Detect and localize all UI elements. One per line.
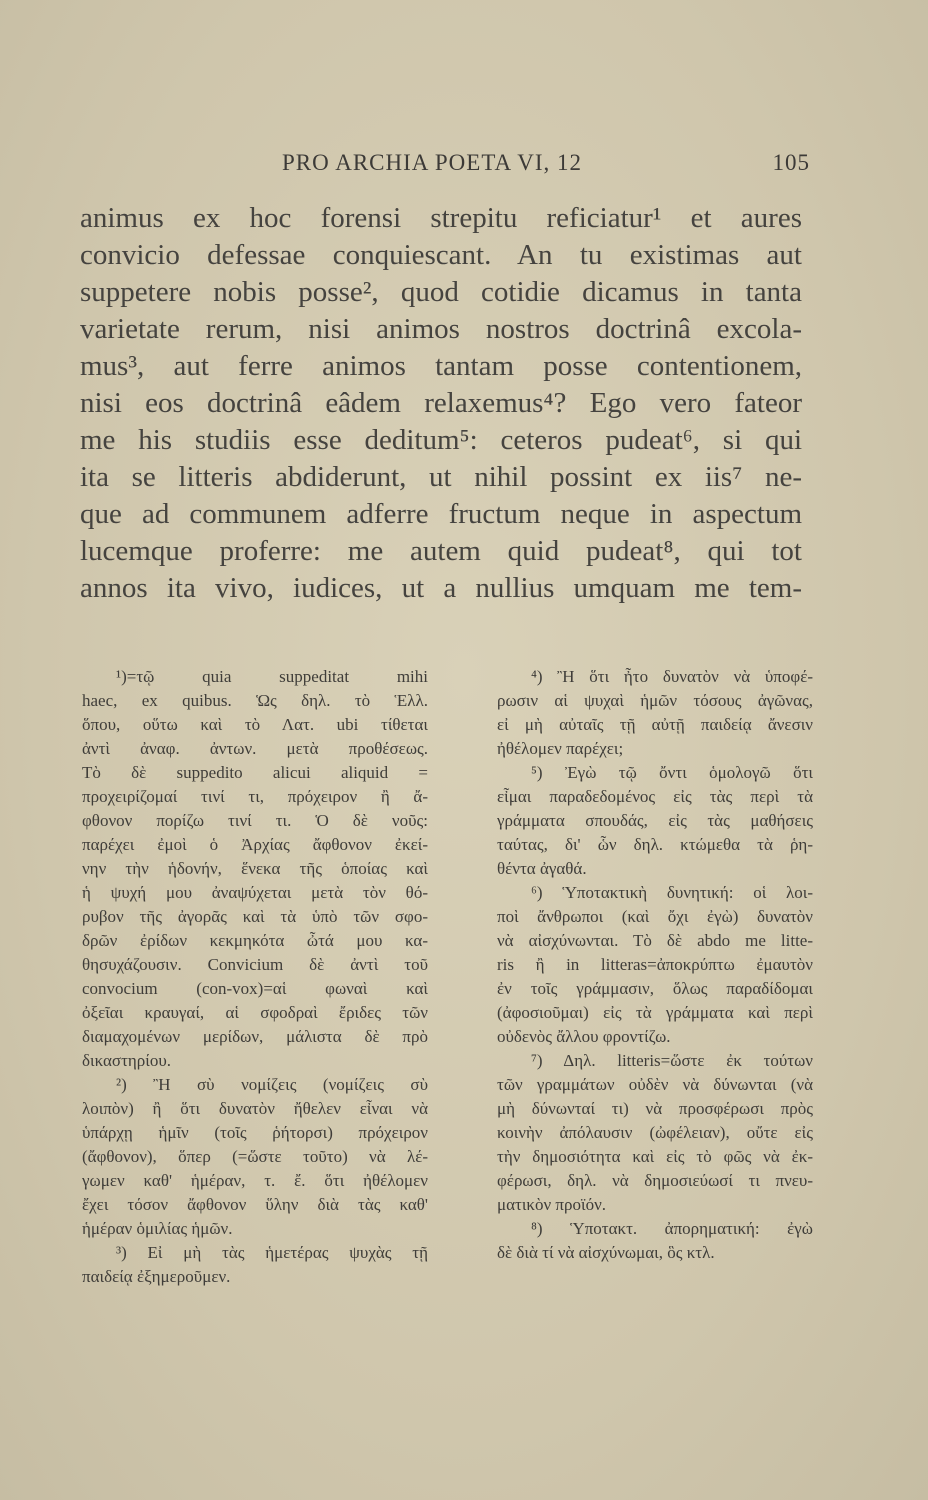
note-line: ποὶ ἄνθρωποι (καὶ ὄχι ἐγὼ) δυνατὸν <box>497 907 813 926</box>
text-line: lucemque proferre: me autem quid pudeat⁸, qui tot <box>80 535 802 567</box>
note-line: ματικὸν προϊόν. <box>497 1195 607 1214</box>
text-line: animus ex hoc forensi strepitu reficiatur¹ et aures <box>80 202 802 234</box>
note-line: ²) Ἢ σὺ νομίζεις (νομίζεις σὺ <box>116 1075 428 1094</box>
note-line: ἔχει τόσον ἄφθονον ὕλην διὰ τὰς καθ' <box>82 1195 428 1214</box>
note-line: ἡ ψυχή μου ἀναψύχεται μετὰ τὸν θό- <box>82 883 428 902</box>
note-line: εἰ μὴ αὐταῖς τῇ αὐτῇ παιδείᾳ ἄνεσιν <box>497 715 813 734</box>
note-line: οὐδενὸς ἄλλου φροντίζω. <box>497 1027 671 1046</box>
text-line: annos ita vivo, iudices, ut a nullius umquam me tem- <box>80 572 802 604</box>
note-line: (ἄφθονον), ὅπερ (=ὥστε τοῦτο) νὰ λέ- <box>82 1147 428 1166</box>
note-line: τὴν δημοσιότητα καὶ εἰς τὸ φῶς νὰ ἐκ- <box>497 1147 813 1166</box>
note-line: (ἀφοσιοῦμαι) εἰς τὰ γράμματα καὶ περὶ <box>497 1003 813 1022</box>
note-line: γράμματα σπουδάς, εἰς τὰς μαθήσεις <box>497 811 813 830</box>
text-line: varietate rerum, nisi animos nostros doctrinâ excola- <box>80 313 802 345</box>
note-line: φθονον πορίζω τινί τι. Ὁ δὲ νοῦς: <box>82 811 428 830</box>
note-line: προχειρίζομαί τινί τι, πρόχειρον ἢ ἄ- <box>82 787 428 806</box>
note-line: τῶν γραμμάτων οὐδὲν νὰ δύνωνται (νὰ <box>497 1075 813 1094</box>
note-line: convocium (con-vox)=αἱ φωναὶ καὶ <box>82 979 428 998</box>
note-line: ⁸) Ὑποτακτ. ἀπορηματική: ἐγὼ <box>531 1219 813 1238</box>
note-line: ris ἢ in litteras=ἀποκρύπτω ἐμαυτὸν <box>497 955 813 974</box>
note-line: διαμαχομένων μερίδων, μάλιστα δὲ πρὸ <box>82 1027 428 1046</box>
note-line: ὀξεῖαι κραυγαί, αἱ σφοδραὶ ἔριδες τῶν <box>82 1003 428 1022</box>
footnotes-right-column <box>497 665 813 1265</box>
note-line: ρωσιν αἱ ψυχαὶ ἡμῶν τόσους ἀγῶνας, <box>497 691 813 710</box>
note-line: ταύτας, δι' ὧν δηλ. κτώμεθα τὰ ῥη- <box>497 835 813 854</box>
footnotes-left-column <box>82 665 428 1289</box>
text-line: ita se litteris abdiderunt, ut nihil possint ex iis⁷ ne- <box>80 461 802 493</box>
note-line: ὑπάρχῃ ἡμῖν (τοῖς ῥήτορσι) πρόχειρον <box>82 1123 428 1142</box>
text-line: suppetere nobis posse², quod cotidie dicamus in tanta <box>80 276 802 308</box>
note-line: ρυβον τῆς ἀγορᾶς καὶ τὰ ὑπὸ τῶν σφο- <box>82 907 428 926</box>
note-line: θέντα ἀγαθά. <box>497 859 587 878</box>
note-line: μὴ δύνωνταί τι) νὰ προσφέρωσι πρὸς <box>497 1099 813 1118</box>
note-line: εἶμαι παραδεδομένος εἰς τὰς περὶ τὰ <box>497 787 813 806</box>
note-line: ἀντὶ ἀναφ. ἀντων. μετὰ προθέσεως. <box>82 739 428 758</box>
note-line: δὲ διὰ τί νὰ αἰσχύνωμαι, ὃς κτλ. <box>497 1243 715 1262</box>
note-line: ⁷) Δηλ. litteris=ὥστε ἐκ τούτων <box>531 1051 813 1070</box>
note-line: ⁵) Ἐγὼ τῷ ὄντι ὁμολογῶ ὅτι <box>531 763 813 782</box>
note-line: φέρωσι, δηλ. νὰ δημοσιεύωσί τι πνευ- <box>497 1171 813 1190</box>
note-line: κοινὴν ἀπόλαυσιν (ὠφέλειαν), οὔτε εἰς <box>497 1123 813 1142</box>
note-line: ⁴) Ἢ ὅτι ἦτο δυνατὸν νὰ ὑποφέ- <box>531 667 813 686</box>
running-title: PRO ARCHIA POETA VI, 12 <box>282 150 582 175</box>
note-line: ¹)=τῷ quia suppeditat mihi <box>116 667 428 686</box>
text-line: convicio defessae conquiescant. An tu existimas aut <box>80 239 802 271</box>
note-line: ἠθέλομεν παρέχει; <box>497 739 624 758</box>
note-line: ὅπου, οὕτω καὶ τὸ Λατ. ubi τίθεται <box>82 715 428 734</box>
note-line: Τὸ δὲ suppedito alicui aliquid = <box>82 763 428 782</box>
note-line: νὰ αἰσχύνωνται. Τὸ δὲ abdo me litte- <box>497 931 813 950</box>
note-line: λοιπὸν) ἢ ὅτι δυνατὸν ἤθελεν εἶναι νὰ <box>82 1099 428 1118</box>
note-line: δρῶν ἐρίδων κεκμηκότα ὦτά μου κα- <box>82 931 428 950</box>
note-line: παιδείᾳ ἐξημεροῦμεν. <box>82 1267 231 1286</box>
running-header <box>82 150 808 190</box>
note-line: γωμεν καθ' ἡμέραν, τ. ἔ. ὅτι ἠθέλομεν <box>82 1171 428 1190</box>
note-line: ⁶) Ὑποτακτικὴ δυνητική: οἱ λοι- <box>531 883 813 902</box>
note-line: ἡμέραν ὁμιλίας ἡμῶν. <box>82 1219 233 1238</box>
text-line: mus³, aut ferre animos tantam posse contentionem, <box>80 350 802 382</box>
note-line: δικαστηρίου. <box>82 1051 172 1070</box>
note-line: ³) Εἰ μὴ τὰς ἡμετέρας ψυχὰς τῇ <box>116 1243 428 1262</box>
note-line: θησυχάζουσιν. Convicium δὲ ἀντὶ τοῦ <box>82 955 428 974</box>
main-latin-text <box>80 200 802 607</box>
text-line: me his studiis esse deditum⁵: ceteros pudeat⁶, si qui <box>80 424 802 456</box>
text-line: nisi eos doctrinâ eâdem relaxemus⁴? Ego vero fateor <box>80 387 802 419</box>
page-number: 105 <box>772 150 810 175</box>
note-line: ἐν τοῖς γράμμασιν, ὅλως παραδίδομαι <box>497 979 813 998</box>
note-line: haec, ex quibus. Ὡς δηλ. τὸ Ἑλλ. <box>82 691 428 710</box>
note-line: νην τὴν ἡδονήν, ἕνεκα τῆς ὁποίας καὶ <box>82 859 428 878</box>
text-line: que ad communem adferre fructum neque in aspectum <box>80 498 802 530</box>
note-line: παρέχει ἐμοὶ ὁ Ἀρχίας ἄφθονον ἐκεί- <box>82 835 428 854</box>
